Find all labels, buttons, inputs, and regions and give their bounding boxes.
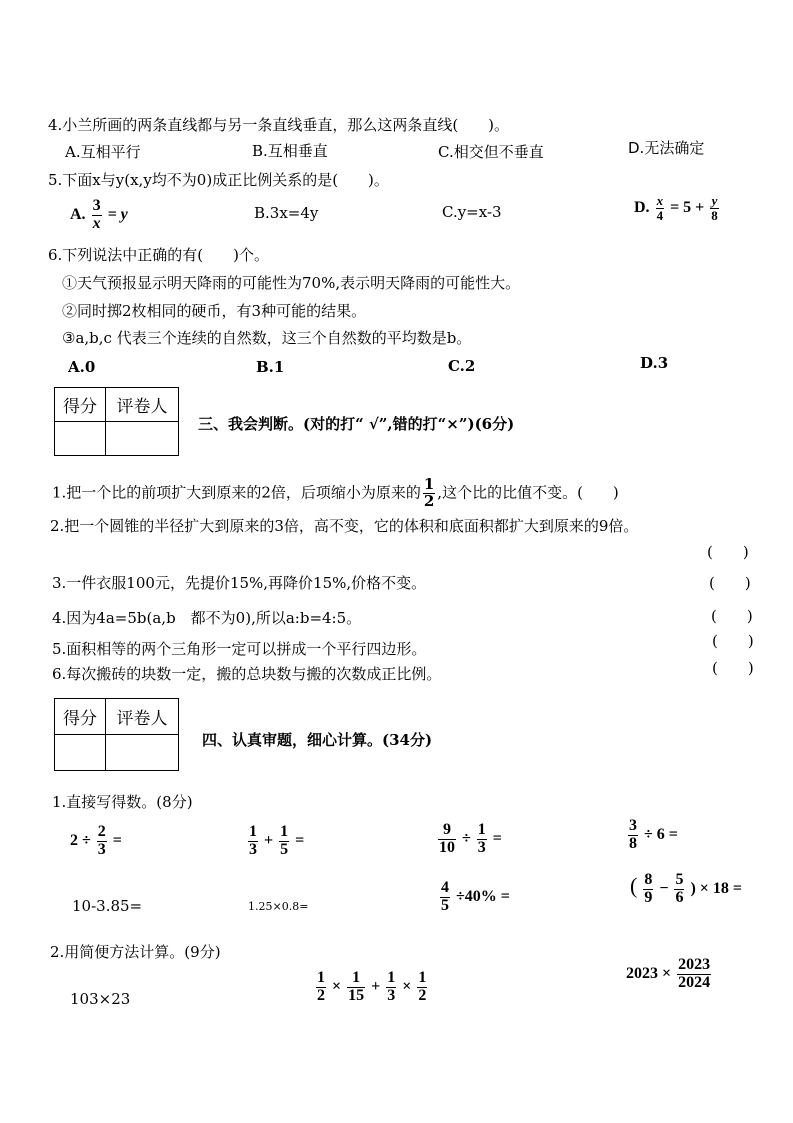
q5-option-a-label: A. [70, 205, 86, 223]
judge-q1-text: 1.把一个比的前项扩大到原来的2倍，后项缩小为原来的 [52, 483, 421, 502]
score-box-section-4 [54, 698, 179, 771]
score-cell [55, 422, 106, 456]
q4-option-c: C.相交但不垂直 [438, 143, 544, 161]
expr-3: $\frac{9}{10}$ ÷ $\frac{1}{3}$ = [439, 821, 502, 856]
section-3-title: 三、我会判断。(对的打“ √”,错的打“×”)(6分) [198, 415, 515, 433]
q6-stem: 6.下列说法中正确的有( )个。 [48, 246, 270, 264]
expr-4-fraction: $\frac{3}{8}$ [629, 817, 637, 852]
expr-2-fraction-1: $\frac{1}{3}$ [249, 823, 257, 858]
judge-q1-fraction: $\frac{1}{2}$ [423, 475, 435, 510]
calc-2-fraction-2: $\frac{1}{15}$ [348, 969, 365, 1004]
score-label: 得分 [55, 388, 106, 422]
judge-q6: 6.每次搬砖的块数一定，搬的总块数与搬的次数成正比例。 [52, 665, 442, 683]
judge-q6-paren: ( ) [712, 659, 754, 677]
q6-statement-2: ②同时掷2枚相同的硬币，有3种可能的结果。 [62, 302, 367, 320]
q5-stem: 5.下面x与y(x,y均不为0)成正比例关系的是( )。 [48, 171, 389, 189]
q6-statement-1: ①天气预报显示明天降雨的可能性为70%,表示明天降雨的可能性大。 [62, 274, 521, 292]
calc-2-fraction-4: $\frac{1}{2}$ [418, 969, 427, 1004]
calc-1: 103×23 [70, 990, 131, 1008]
q6-statement-3: ③a,b,c 代表三个连续的自然数，这三个自然数的平均数是b。 [62, 329, 472, 347]
expr-8-fraction-2: $\frac{5}{6}$ [675, 871, 684, 906]
calc-2-fraction-3: $\frac{1}{3}$ [387, 969, 396, 1004]
q5-option-c: C.y=x-3 [442, 203, 502, 221]
section-4-title: 四、认真审题，细心计算。(34分) [202, 731, 433, 749]
judge-q1 [52, 477, 619, 510]
q5-option-d-fraction-1: $\frac{x}{4}$ [656, 193, 664, 223]
q6-option-c: C.2 [448, 357, 476, 375]
q5-option-a [70, 198, 128, 233]
score-box-section-3 [54, 387, 179, 456]
expr-6: 1.25×0.8= [248, 900, 309, 913]
judge-q4-paren: ( ) [711, 607, 753, 625]
calc-2: $\frac{1}{2}$ × $\frac{1}{15}$ + $\frac{1}{3}$ × $\frac{1}{2}$ [317, 969, 427, 1004]
q4-stem: 4.小兰所画的两条直线都与另一条直线垂直，那么这两条直线( )。 [48, 116, 510, 134]
grader-label: 评卷人 [106, 699, 179, 735]
grader-cell [106, 422, 179, 456]
expr-1-fraction: $\frac{2}{3}$ [97, 823, 106, 858]
judge-q1-text-end: ,这个比的比值不变。( ) [437, 483, 619, 502]
judge-q5: 5.面积相等的两个三角形一定可以拼成一个平行四边形。 [52, 640, 427, 658]
q5-option-b: B.3x=4y [254, 204, 319, 222]
q5-option-a-fraction: $\frac{3}{x}$ [92, 197, 101, 232]
judge-q3-paren: ( ) [709, 574, 751, 592]
judge-q2-paren: ( ) [707, 543, 749, 561]
q6-option-a: A.0 [68, 358, 96, 376]
sub-question-1: 1.直接写得数。(8分) [52, 793, 193, 811]
judge-q2: 2.把一个圆锥的半径扩大到原来的3倍，高不变，它的体积和底面积都扩大到原来的9倍。 [50, 517, 639, 535]
expr-5: 10-3.85= [72, 897, 143, 915]
q5-option-d-label: D. [634, 198, 650, 216]
calc-2-fraction-1: $\frac{1}{2}$ [317, 969, 325, 1004]
judge-q5-paren: ( ) [712, 632, 754, 650]
calc-3-fraction: $\frac{2023}{2024}$ [678, 956, 711, 991]
expr-7: $\frac{4}{5}$ ÷40% = [441, 879, 510, 914]
expr-2: $\frac{1}{3}$ + $\frac{1}{5}$ = [249, 823, 305, 858]
q5-option-d-fraction-2: $\frac{y}{8}$ [711, 193, 718, 223]
score-label: 得分 [55, 699, 106, 735]
expr-3-fraction-2: $\frac{1}{3}$ [477, 821, 486, 856]
grader-cell [106, 735, 179, 771]
expr-2-fraction-2: $\frac{1}{5}$ [280, 823, 289, 858]
calc-3: 2023 × $\frac{2023}{2024}$ [626, 956, 711, 991]
q6-option-b: B.1 [256, 358, 285, 376]
judge-q4: 4.因为4a=5b(a,b 都不为0),所以a:b=4:5。 [52, 609, 362, 627]
q4-option-d: D.无法确定 [628, 139, 705, 157]
q4-option-b: B.互相垂直 [252, 142, 328, 160]
judge-q3: 3.一件衣服100元，先提价15%,再降价15%,价格不变。 [52, 574, 427, 592]
expr-8: ( $\frac{8}{9}$ − $\frac{5}{6}$ ) × 18 = [630, 871, 743, 906]
grader-label: 评卷人 [106, 388, 179, 422]
expr-8-fraction-1: $\frac{8}{9}$ [644, 871, 653, 906]
expr-3-fraction-1: $\frac{9}{10}$ [439, 821, 455, 856]
q4-option-a: A.互相平行 [65, 143, 141, 161]
q6-option-d: D.3 [640, 354, 669, 372]
score-cell [55, 735, 106, 771]
sub-question-2: 2.用简便方法计算。(9分) [50, 943, 221, 961]
q5-option-d [634, 194, 721, 222]
expr-1: 2 ÷ $\frac{2}{3}$ = [70, 823, 122, 858]
q5-option-d-mid: = 5 + [670, 198, 705, 216]
expr-7-fraction: $\frac{4}{5}$ [441, 879, 449, 914]
q5-option-a-rhs: = y [107, 205, 128, 223]
expr-4: $\frac{3}{8}$ ÷ 6 = [629, 817, 678, 852]
